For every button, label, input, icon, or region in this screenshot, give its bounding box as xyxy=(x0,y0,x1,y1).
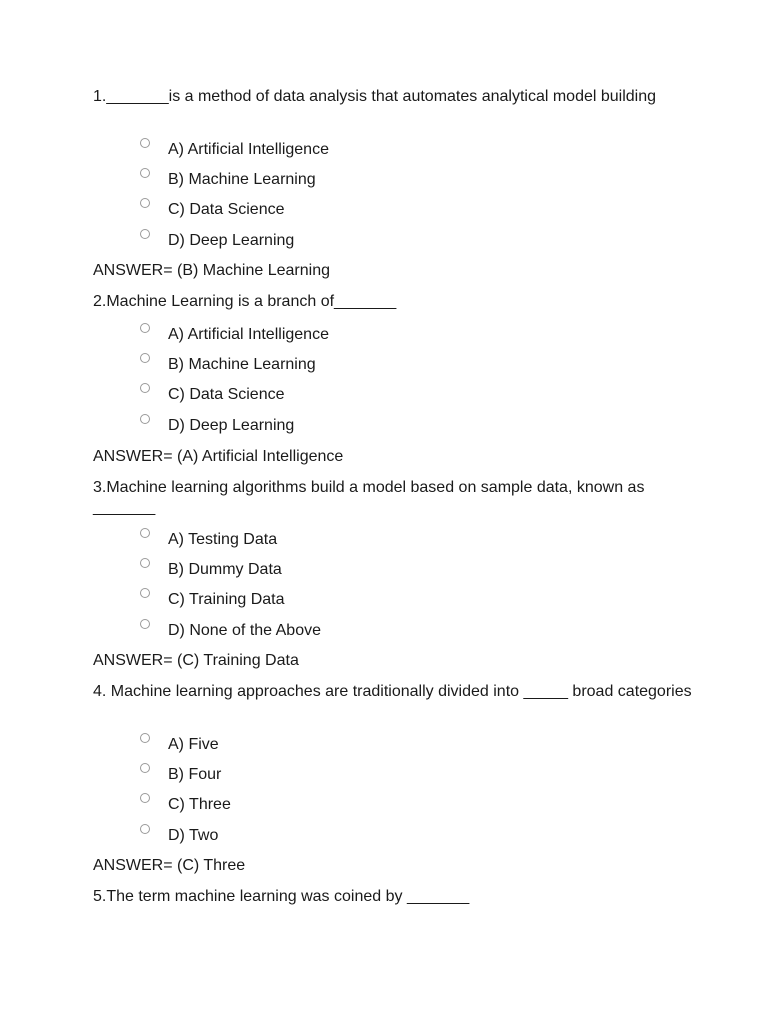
radio-button[interactable] xyxy=(140,138,150,148)
question-1-options xyxy=(140,138,440,259)
option-label: B) Machine Learning xyxy=(168,356,316,374)
radio-button[interactable] xyxy=(140,323,150,333)
option-item[interactable] xyxy=(140,414,440,444)
question-2-text: 2.Machine Learning is a branch of_______ xyxy=(93,293,397,310)
option-label: A) Artificial Intelligence xyxy=(168,141,329,158)
question-4-text: 4. Machine learning approaches are traditionally divided into _____ broad categories xyxy=(93,683,692,700)
radio-button[interactable] xyxy=(140,763,150,773)
option-label: D) None of the Above xyxy=(168,621,321,639)
question-3-text: 3.Machine learning algorithms build a model based on sample data, known as _______ xyxy=(93,479,645,516)
question-4-options xyxy=(140,733,440,854)
option-label: B) Dummy Data xyxy=(168,561,282,579)
option-item[interactable] xyxy=(140,168,440,198)
option-item[interactable] xyxy=(140,198,440,228)
radio-button[interactable] xyxy=(140,619,150,629)
question-1-text: 1._______is a method of data analysis that automates analytical model building xyxy=(93,88,657,105)
radio-button[interactable] xyxy=(140,353,150,363)
question-2-options xyxy=(140,323,440,444)
option-label: D) Deep Learning xyxy=(168,231,295,249)
option-item[interactable] xyxy=(140,353,440,383)
option-item[interactable] xyxy=(140,229,440,259)
option-item[interactable] xyxy=(140,619,440,649)
option-item[interactable] xyxy=(140,138,440,168)
option-item[interactable] xyxy=(140,528,440,558)
question-4-answer: ANSWER= (C) Three xyxy=(93,857,246,874)
option-item[interactable] xyxy=(140,558,440,588)
option-item[interactable] xyxy=(140,763,440,793)
option-item[interactable] xyxy=(140,588,440,618)
option-label: A) Artificial Intelligence xyxy=(168,326,329,343)
radio-button[interactable] xyxy=(140,528,150,538)
option-label: A) Five xyxy=(168,736,219,753)
radio-button[interactable] xyxy=(140,793,150,803)
question-1-answer: ANSWER= (B) Machine Learning xyxy=(93,262,330,279)
radio-button[interactable] xyxy=(140,558,150,568)
radio-button[interactable] xyxy=(140,383,150,393)
radio-button[interactable] xyxy=(140,824,150,834)
option-label: C) Data Science xyxy=(168,201,285,219)
option-label: B) Machine Learning xyxy=(168,171,316,189)
option-label: C) Three xyxy=(168,796,231,814)
question-3-options xyxy=(140,528,440,649)
option-label: B) Four xyxy=(168,766,222,784)
radio-button[interactable] xyxy=(140,414,150,424)
question-5-text: 5.The term machine learning was coined by _______ xyxy=(93,888,470,905)
option-item[interactable] xyxy=(140,383,440,413)
radio-button[interactable] xyxy=(140,229,150,239)
radio-button[interactable] xyxy=(140,168,150,178)
option-label: D) Two xyxy=(168,826,219,844)
option-item[interactable] xyxy=(140,793,440,823)
option-item[interactable] xyxy=(140,824,440,854)
radio-button[interactable] xyxy=(140,588,150,598)
question-3-answer: ANSWER= (C) Training Data xyxy=(93,652,299,669)
option-item[interactable] xyxy=(140,323,440,353)
question-2-answer: ANSWER= (A) Artificial Intelligence xyxy=(93,448,344,465)
radio-button[interactable] xyxy=(140,733,150,743)
option-label: C) Training Data xyxy=(168,591,285,609)
option-item[interactable] xyxy=(140,733,440,763)
radio-button[interactable] xyxy=(140,198,150,208)
option-label: D) Deep Learning xyxy=(168,416,295,434)
option-label: C) Data Science xyxy=(168,386,285,404)
option-label: A) Testing Data xyxy=(168,531,278,548)
